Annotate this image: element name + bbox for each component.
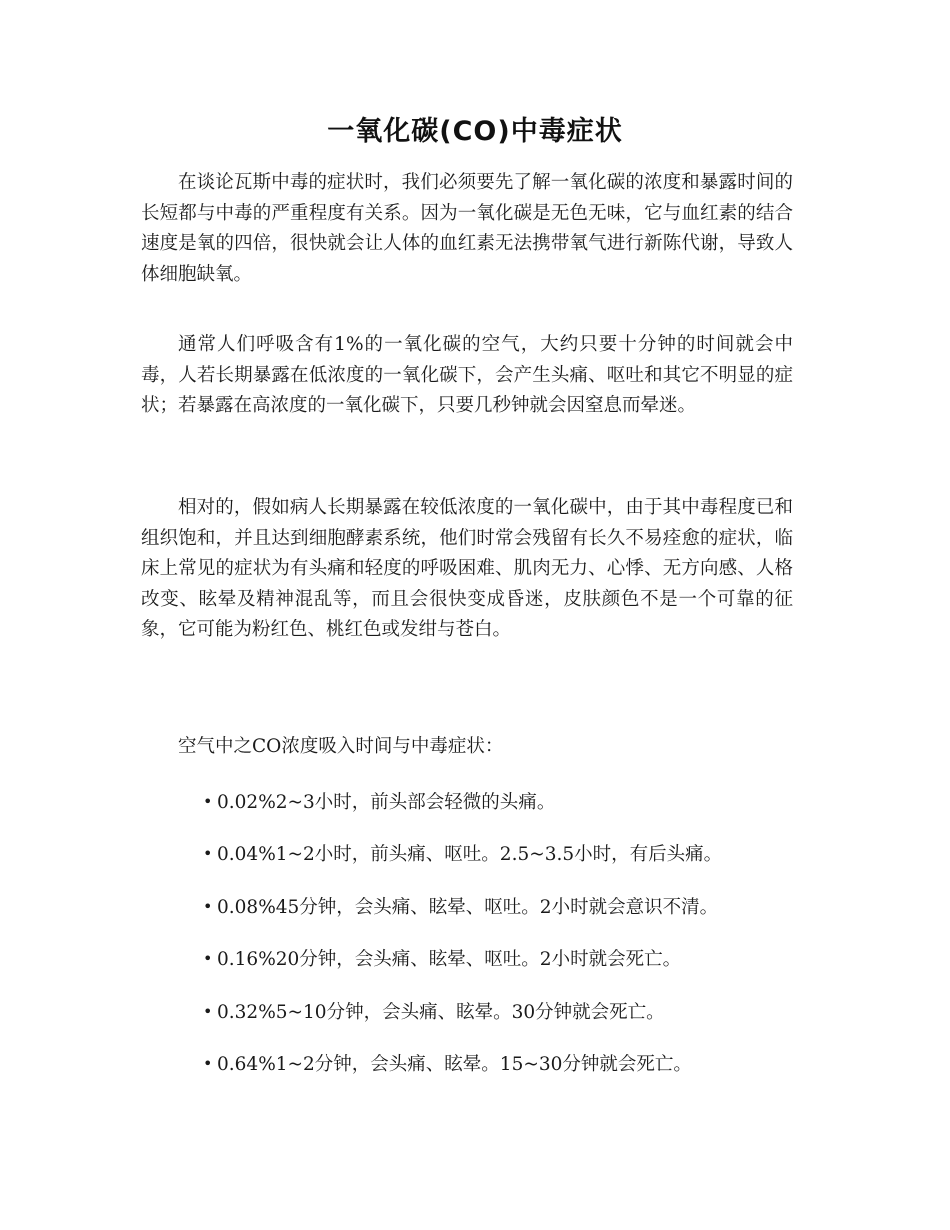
paragraph-concentration-intro: 在谈论瓦斯中毒的症状时，我们必须要先了解一氧化碳的浓度和暴露时间的长短都与中毒的严重程度有关系。因为一氧化碳是无色无味，它与血红素的结合速度是氧的四倍，很快就会让人体的血红素无法携带氧气进行新陈代谢，导致人体细胞缺氧。	[141, 172, 793, 285]
list-item-text: 0.32%5~10分钟，会头痛、眩晕。30分钟就会死亡。	[217, 1002, 665, 1023]
list-item-text: 0.16%20分钟，会头痛、眩晕、呕吐。2小时就会死亡。	[217, 949, 682, 970]
bullet-icon: •	[203, 844, 213, 863]
list-item-text: 0.64%1~2分钟，会头痛、眩晕。15~30分钟就会死亡。	[217, 1054, 692, 1075]
list-item	[203, 944, 803, 975]
bullet-icon: •	[203, 1054, 213, 1073]
paragraph-acute-poisoning: 通常人们呼吸含有1%的一氧化碳的空气，大约只要十分钟的时间就会中毒，人若长期暴露在低浓度的一氧化碳下，会产生头痛、呕吐和其它不明显的症状；若暴露在高浓度的一氧化碳下，只要几秒钟就会因窒息而晕迷。	[141, 334, 793, 416]
paragraph-list-heading: 空气中之CO浓度吸入时间与中毒症状：	[178, 736, 504, 757]
bullet-icon: •	[203, 949, 213, 968]
document-title: 一氧化碳(CO)中毒症状	[327, 116, 623, 147]
bullet-icon: •	[203, 1002, 213, 1021]
paragraph-chronic-exposure: 相对的，假如病人长期暴露在较低浓度的一氧化碳中，由于其中毒程度已和组织饱和，并且达到细胞酵素系统，他们时常会残留有长久不易痊愈的症状，临床上常见的症状为有头痛和轻度的呼吸困难、肌肉无力、心悸、无方向感、人格改变、眩晕及精神混乱等，而且会很快变成昏迷，皮肤颜色不是一个可靠的征象，它可能为粉红色、桃红色或发绀与苍白。	[141, 497, 793, 640]
bullet-icon: •	[203, 792, 213, 811]
list-item-text: 0.08%45分钟，会头痛、眩晕、呕吐。2小时就会意识不清。	[217, 897, 719, 918]
list-item	[203, 1049, 803, 1080]
list-item-text: 0.04%1~2小时，前头痛、呕吐。2.5~3.5小时，有后头痛。	[217, 844, 723, 865]
list-item	[203, 839, 803, 870]
list-item	[203, 892, 803, 923]
list-item	[203, 997, 803, 1028]
list-item-text: 0.02%2~3小时，前头部会轻微的头痛。	[217, 792, 556, 813]
bullet-icon: •	[203, 897, 213, 916]
list-item	[203, 787, 803, 818]
